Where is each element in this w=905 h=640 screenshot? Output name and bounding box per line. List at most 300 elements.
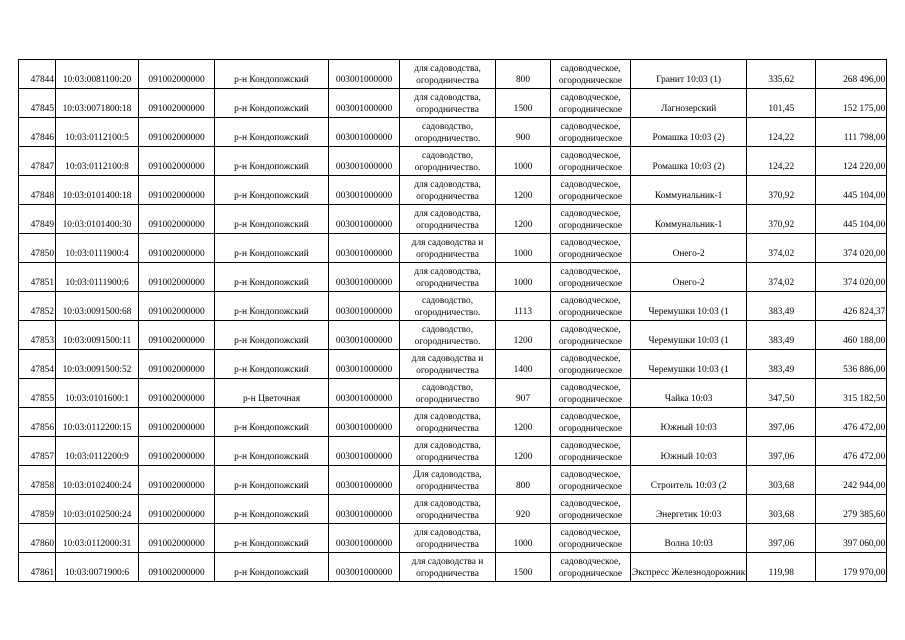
code-text: 091002000000	[148, 220, 205, 231]
district-text: р-н Кондопожский	[234, 539, 309, 550]
category-line-2: огородническое	[558, 250, 623, 261]
category-line-2: огородническое	[558, 395, 623, 406]
purpose-cell	[400, 263, 496, 292]
rate-cell	[747, 147, 816, 176]
cadastral-value-text: 124 220,00	[843, 162, 886, 173]
rate-cell	[747, 408, 816, 437]
purpose-cell	[400, 524, 496, 553]
category-cell	[551, 553, 631, 582]
row-number-text: 47851	[30, 278, 54, 289]
code-cell	[139, 350, 215, 379]
row-number-text: 47852	[30, 307, 54, 318]
cadastral-number-cell	[56, 379, 139, 408]
cadastral-number-cell	[56, 553, 139, 582]
table-row	[19, 147, 887, 176]
settlement-name-text: Чайка 10:03	[664, 394, 713, 405]
purpose-line-2: огородничества	[416, 569, 479, 580]
code-text: 091002000000	[148, 75, 205, 86]
cadastral-value-cell	[816, 524, 887, 553]
row-number-cell	[19, 263, 56, 292]
cadastral-number-cell	[56, 321, 139, 350]
okato-code-text: 003001000000	[335, 220, 393, 231]
code-cell	[139, 524, 215, 553]
district-text: р-н Кондопожский	[234, 220, 309, 231]
code-text: 091002000000	[148, 191, 205, 202]
okato-code-text: 003001000000	[335, 104, 393, 115]
district-cell	[215, 60, 329, 89]
settlement-name-text: Онего-2	[672, 278, 705, 289]
settlement-name-cell	[631, 437, 747, 466]
cadastral-number-text: 10:03:0101400:30	[62, 220, 132, 231]
row-number-cell	[19, 437, 56, 466]
category-line-1: садоводческое,	[560, 295, 621, 306]
purpose-line-1: для садоводства,	[414, 498, 481, 509]
settlement-name-text: Черемушки 10:03 (1	[648, 307, 729, 318]
cadastral-number-text: 10:03:0111900:4	[65, 249, 129, 260]
rate-cell	[747, 524, 816, 553]
category-line-1: садоводческое,	[560, 556, 621, 567]
okato-code-cell	[329, 118, 400, 147]
cadastral-number-cell	[56, 292, 139, 321]
area-text: 1500	[513, 104, 533, 115]
cadastral-value-cell	[816, 147, 887, 176]
cadastral-number-text: 10:03:0112100:8	[65, 162, 129, 173]
settlement-name-cell	[631, 553, 747, 582]
rate-cell	[747, 350, 816, 379]
cadastral-number-text: 10:03:0102500:24	[62, 510, 132, 521]
okato-code-text: 003001000000	[335, 133, 393, 144]
district-text: р-н Кондопожский	[234, 568, 309, 579]
cadastral-number-text: 10:03:0112100:5	[65, 133, 129, 144]
district-cell	[215, 321, 329, 350]
category-cell	[551, 408, 631, 437]
area-text: 800	[515, 481, 531, 492]
purpose-line-1: для садоводства,	[414, 411, 481, 422]
purpose-cell	[400, 408, 496, 437]
code-cell	[139, 321, 215, 350]
district-text: р-н Кондопожский	[234, 510, 309, 521]
okato-code-cell	[329, 263, 400, 292]
row-number-text: 47861	[30, 568, 54, 579]
settlement-name-text: Черемушки 10:03 (1	[648, 365, 729, 376]
district-text: р-н Кондопожский	[234, 423, 309, 434]
purpose-cell	[400, 437, 496, 466]
code-cell	[139, 437, 215, 466]
cadastral-number-cell	[56, 89, 139, 118]
category-line-2: огородническое	[558, 76, 623, 87]
rate-cell	[747, 321, 816, 350]
category-cell	[551, 495, 631, 524]
okato-code-text: 003001000000	[335, 191, 393, 202]
district-text: р-н Кондопожский	[234, 75, 309, 86]
category-cell	[551, 118, 631, 147]
code-text: 091002000000	[148, 104, 205, 115]
area-text: 1000	[513, 249, 533, 260]
table-row	[19, 437, 887, 466]
purpose-cell	[400, 234, 496, 263]
table-row	[19, 495, 887, 524]
district-cell	[215, 176, 329, 205]
rate-text: 119,98	[768, 568, 794, 579]
category-cell	[551, 437, 631, 466]
okato-code-cell	[329, 292, 400, 321]
cadastral-number-text: 10:03:0091500:68	[62, 307, 132, 318]
settlement-name-text: Южный 10:03	[660, 452, 717, 463]
area-text: 1500	[513, 568, 533, 579]
rate-text: 124,22	[768, 162, 795, 173]
okato-code-text: 003001000000	[335, 75, 393, 86]
purpose-line-1: для садоводства и	[411, 237, 484, 248]
purpose-line-1: садоводство,	[421, 150, 474, 161]
rate-text: 383,49	[768, 336, 795, 347]
purpose-cell	[400, 553, 496, 582]
settlement-name-cell	[631, 263, 747, 292]
cadastral-value-text: 445 104,00	[843, 191, 886, 202]
cadastral-number-cell	[56, 205, 139, 234]
cadastral-value-cell	[816, 292, 887, 321]
category-line-2: огородническое	[558, 482, 623, 493]
rate-cell	[747, 89, 816, 118]
okato-code-cell	[329, 234, 400, 263]
table-row	[19, 408, 887, 437]
cadastral-value-cell	[816, 263, 887, 292]
rate-cell	[747, 495, 816, 524]
category-line-1: садоводческое,	[560, 498, 621, 509]
category-cell	[551, 176, 631, 205]
area-text: 1200	[513, 336, 533, 347]
area-cell	[496, 466, 551, 495]
cadastral-number-text: 10:03:0071900:6	[64, 568, 130, 579]
category-cell	[551, 147, 631, 176]
purpose-line-1: Для садоводства,	[413, 469, 482, 480]
row-number-cell	[19, 234, 56, 263]
rate-text: 335,62	[768, 75, 795, 86]
category-line-1: садоводческое,	[560, 469, 621, 480]
table-row	[19, 118, 887, 147]
area-cell	[496, 205, 551, 234]
purpose-line-1: для садоводства и	[411, 353, 484, 364]
purpose-line-1: для садоводства,	[414, 440, 481, 451]
cadastral-value-text: 315 182,50	[843, 394, 886, 405]
row-number-text: 47845	[30, 104, 54, 115]
purpose-cell	[400, 495, 496, 524]
district-cell	[215, 205, 329, 234]
district-cell	[215, 118, 329, 147]
category-cell	[551, 350, 631, 379]
table-row	[19, 60, 887, 89]
okato-code-cell	[329, 466, 400, 495]
settlement-name-cell	[631, 408, 747, 437]
code-text: 091002000000	[148, 394, 205, 405]
area-cell	[496, 118, 551, 147]
row-number-text: 47846	[30, 133, 54, 144]
cadastral-number-cell	[56, 495, 139, 524]
purpose-line-1: садоводство,	[421, 121, 474, 132]
cadastral-value-text: 374 020,00	[843, 249, 886, 260]
purpose-line-2: огородничество.	[414, 134, 481, 145]
okato-code-text: 003001000000	[335, 539, 393, 550]
purpose-line-2: огородничества	[416, 482, 479, 493]
okato-code-text: 003001000000	[335, 249, 393, 260]
purpose-cell	[400, 89, 496, 118]
rate-cell	[747, 437, 816, 466]
category-line-1: садоводческое,	[560, 121, 621, 132]
cadastral-value-text: 476 472,00	[843, 423, 886, 434]
row-number-cell	[19, 466, 56, 495]
code-cell	[139, 408, 215, 437]
settlement-name-text: Волна 10:03	[664, 539, 713, 550]
settlement-name-cell	[631, 466, 747, 495]
category-line-2: огородническое	[558, 221, 623, 232]
rate-text: 370,92	[768, 220, 795, 231]
cadastral-value-cell	[816, 466, 887, 495]
okato-code-cell	[329, 437, 400, 466]
okato-code-text: 003001000000	[335, 307, 393, 318]
settlement-name-cell	[631, 176, 747, 205]
area-text: 1000	[513, 162, 533, 173]
area-cell	[496, 234, 551, 263]
row-number-text: 47858	[30, 481, 54, 492]
okato-code-cell	[329, 379, 400, 408]
district-cell	[215, 234, 329, 263]
settlement-name-cell	[631, 205, 747, 234]
code-cell	[139, 379, 215, 408]
rate-cell	[747, 466, 816, 495]
purpose-line-1: для садоводства и	[411, 556, 484, 567]
code-text: 091002000000	[148, 568, 205, 579]
row-number-cell	[19, 553, 56, 582]
row-number-text: 47848	[30, 191, 54, 202]
cadastral-number-cell	[56, 176, 139, 205]
table-row	[19, 176, 887, 205]
okato-code-cell	[329, 176, 400, 205]
area-text: 900	[515, 133, 531, 144]
purpose-line-1: для садоводства,	[414, 63, 481, 74]
district-text: р-н Кондопожский	[234, 191, 309, 202]
district-text: р-н Кондопожский	[234, 336, 309, 347]
purpose-line-2: огородничества	[416, 424, 479, 435]
rate-text: 303,68	[768, 510, 795, 521]
row-number-cell	[19, 292, 56, 321]
rate-cell	[747, 118, 816, 147]
code-cell	[139, 495, 215, 524]
area-cell	[496, 89, 551, 118]
purpose-cell	[400, 379, 496, 408]
area-cell	[496, 176, 551, 205]
settlement-name-text: Коммунальник-1	[654, 220, 723, 231]
purpose-line-2: огородничества	[416, 540, 479, 551]
code-text: 091002000000	[148, 539, 205, 550]
row-number-cell	[19, 408, 56, 437]
category-line-1: садоводческое,	[560, 266, 621, 277]
settlement-name-cell	[631, 524, 747, 553]
okato-code-text: 003001000000	[335, 568, 393, 579]
cadastral-value-cell	[816, 205, 887, 234]
district-cell	[215, 553, 329, 582]
code-text: 091002000000	[148, 278, 205, 289]
rate-text: 383,49	[768, 307, 795, 318]
row-number-cell	[19, 495, 56, 524]
area-text: 920	[515, 510, 531, 521]
table-row	[19, 234, 887, 263]
table-row	[19, 205, 887, 234]
row-number-text: 47855	[30, 394, 54, 405]
rate-cell	[747, 234, 816, 263]
cadastral-value-text: 179 970,00	[843, 568, 886, 579]
category-line-2: огородническое	[558, 424, 623, 435]
cadastral-value-cell	[816, 379, 887, 408]
category-line-2: огородническое	[558, 163, 623, 174]
cadastral-value-text: 460 188,00	[843, 336, 886, 347]
cadastral-number-text: 10:03:0091500:52	[62, 365, 132, 376]
district-cell	[215, 408, 329, 437]
purpose-line-1: садоводство,	[421, 382, 474, 393]
code-cell	[139, 118, 215, 147]
cadastral-value-text: 111 798,00	[843, 133, 886, 144]
purpose-line-2: огородничества	[416, 76, 479, 87]
category-line-2: огородническое	[558, 105, 623, 116]
okato-code-cell	[329, 408, 400, 437]
district-cell	[215, 524, 329, 553]
category-line-1: садоводческое,	[560, 440, 621, 451]
okato-code-cell	[329, 205, 400, 234]
row-number-cell	[19, 379, 56, 408]
area-cell	[496, 437, 551, 466]
district-text: р-н Кондопожский	[234, 162, 309, 173]
row-number-text: 47853	[30, 336, 54, 347]
okato-code-text: 003001000000	[335, 481, 393, 492]
purpose-line-1: садоводство,	[421, 324, 474, 335]
purpose-cell	[400, 292, 496, 321]
cadastral-value-text: 374 020,00	[843, 278, 886, 289]
area-text: 1000	[513, 278, 533, 289]
code-text: 091002000000	[148, 336, 205, 347]
settlement-name-text: Коммунальник-1	[654, 191, 723, 202]
purpose-line-2: огородничества	[416, 279, 479, 290]
district-text: р-н Кондопожский	[234, 452, 309, 463]
settlement-name-cell	[631, 321, 747, 350]
district-text: р-н Цветочная	[242, 394, 301, 405]
settlement-name-cell	[631, 350, 747, 379]
purpose-line-2: огородничество.	[414, 337, 481, 348]
okato-code-text: 003001000000	[335, 365, 393, 376]
purpose-line-2: огородничества	[416, 105, 479, 116]
row-number-text: 47849	[30, 220, 54, 231]
okato-code-cell	[329, 553, 400, 582]
area-text: 1113	[513, 307, 533, 318]
rate-text: 397,06	[768, 539, 795, 550]
category-cell	[551, 89, 631, 118]
cadastral-number-cell	[56, 234, 139, 263]
district-text: р-н Кондопожский	[234, 133, 309, 144]
rate-cell	[747, 205, 816, 234]
cadastral-value-text: 445 104,00	[843, 220, 886, 231]
row-number-cell	[19, 147, 56, 176]
code-text: 091002000000	[148, 307, 205, 318]
cadastral-value-cell	[816, 408, 887, 437]
cadastral-value-cell	[816, 118, 887, 147]
code-cell	[139, 176, 215, 205]
settlement-name-cell	[631, 89, 747, 118]
settlement-name-text: Строитель 10:03 (2	[650, 481, 727, 492]
category-cell	[551, 321, 631, 350]
cadastral-number-cell	[56, 118, 139, 147]
okato-code-text: 003001000000	[335, 278, 393, 289]
area-cell	[496, 60, 551, 89]
area-cell	[496, 263, 551, 292]
okato-code-cell	[329, 321, 400, 350]
row-number-text: 47856	[30, 423, 54, 434]
cadastral-value-text: 397 060,00	[843, 539, 886, 550]
purpose-line-1: для садоводства,	[414, 92, 481, 103]
area-cell	[496, 379, 551, 408]
category-line-1: садоводческое,	[560, 179, 621, 190]
row-number-text: 47857	[30, 452, 54, 463]
row-number-text: 47859	[30, 510, 54, 521]
category-line-2: огородническое	[558, 192, 623, 203]
category-line-2: огородническое	[558, 337, 623, 348]
category-line-1: садоводческое,	[560, 92, 621, 103]
okato-code-text: 003001000000	[335, 336, 393, 347]
code-cell	[139, 553, 215, 582]
cadastral-value-cell	[816, 350, 887, 379]
okato-code-cell	[329, 495, 400, 524]
table-row	[19, 524, 887, 553]
row-number-cell	[19, 89, 56, 118]
category-line-1: садоводческое,	[560, 324, 621, 335]
district-text: р-н Кондопожский	[234, 481, 309, 492]
district-cell	[215, 437, 329, 466]
cadastral-number-cell	[56, 60, 139, 89]
cadastral-number-text: 10:03:0071800:18	[62, 104, 132, 115]
area-text: 1200	[513, 220, 533, 231]
rate-cell	[747, 60, 816, 89]
category-line-1: садоводческое,	[560, 527, 621, 538]
code-cell	[139, 89, 215, 118]
okato-code-cell	[329, 524, 400, 553]
row-number-text: 47850	[30, 249, 54, 260]
settlement-name-text: Черемушки 10:03 (1	[648, 336, 729, 347]
cadastral-value-text: 536 886,00	[843, 365, 886, 376]
code-cell	[139, 263, 215, 292]
row-number-cell	[19, 524, 56, 553]
area-cell	[496, 350, 551, 379]
cadastral-number-text: 10:03:0101400:18	[62, 191, 132, 202]
cadastral-value-cell	[816, 60, 887, 89]
okato-code-text: 003001000000	[335, 394, 393, 405]
category-line-1: садоводческое,	[560, 237, 621, 248]
district-cell	[215, 292, 329, 321]
purpose-line-1: для садоводства,	[414, 208, 481, 219]
settlement-name-text: Лагнозерский	[660, 104, 717, 115]
area-cell	[496, 321, 551, 350]
category-cell	[551, 263, 631, 292]
cadastral-value-cell	[816, 89, 887, 118]
row-number-cell	[19, 60, 56, 89]
cadastral-value-cell	[816, 234, 887, 263]
purpose-cell	[400, 350, 496, 379]
cadastral-number-text: 10:03:0112000:31	[62, 539, 132, 550]
settlement-name-text: Экспресс Железнодорожник	[632, 568, 746, 579]
purpose-cell	[400, 466, 496, 495]
cadastral-number-text: 10:03:0081100:20	[62, 75, 132, 86]
settlement-name-text: Гранит 10:03 (1)	[656, 75, 722, 86]
cadastral-number-text: 10:03:0111900:6	[65, 278, 129, 289]
code-text: 091002000000	[148, 452, 205, 463]
table-row	[19, 379, 887, 408]
rate-text: 303,68	[768, 481, 795, 492]
settlement-name-cell	[631, 118, 747, 147]
